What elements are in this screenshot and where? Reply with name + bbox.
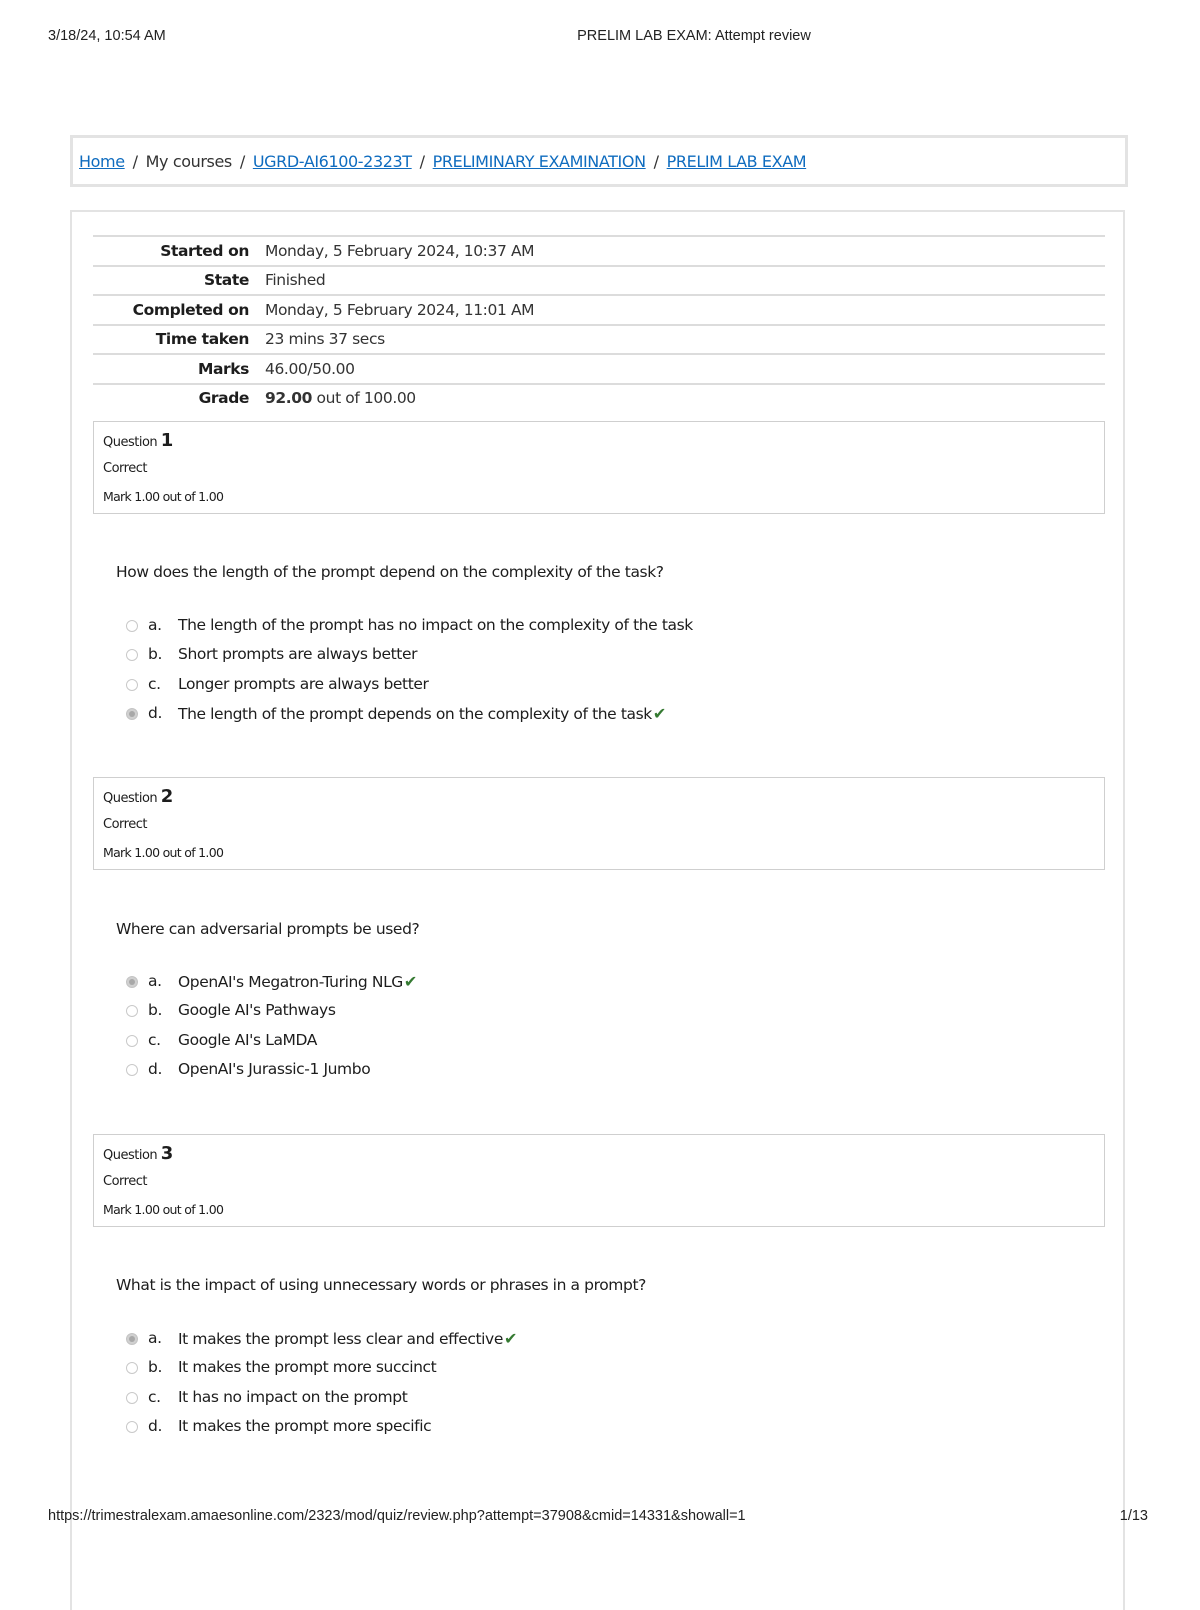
- question-label: Question: [103, 791, 158, 806]
- answer-list-1: [124, 616, 1024, 733]
- answer-text-wrap: [178, 704, 666, 723]
- radio-button-selected[interactable]: [126, 976, 138, 988]
- question-number: [103, 786, 173, 807]
- answer-letter: a.: [148, 972, 162, 990]
- summary-row: [93, 295, 1105, 325]
- check-icon: ✔: [403, 972, 417, 991]
- print-header: [0, 28, 1200, 48]
- question-grade: Mark 1.00 out of 1.00: [103, 489, 224, 504]
- answer-letter: d.: [148, 1059, 162, 1078]
- print-footer: [0, 1508, 1200, 1528]
- print-url: https://trimestralexam.amaesonline.com/2323/mod/quiz/review.php?attempt=37908&cmid=14331&showall=1: [48, 1508, 746, 1524]
- question-text-3: What is the impact of using unnecessary words or phrases in a prompt?: [116, 1276, 646, 1294]
- question-number-value: 3: [160, 1143, 173, 1164]
- breadcrumb-separator: /: [132, 152, 138, 171]
- question-info-2: [93, 777, 1105, 870]
- breadcrumb-separator: /: [653, 152, 659, 171]
- answer-option[interactable]: [124, 1031, 1024, 1060]
- answer-option[interactable]: [124, 704, 1024, 733]
- radio-button[interactable]: [126, 649, 138, 661]
- summary-value: Finished: [265, 271, 326, 290]
- breadcrumb: [79, 152, 806, 171]
- question-number: [103, 430, 173, 451]
- summary-row: [93, 384, 1105, 413]
- grade-out-of: out of 100.00: [312, 389, 416, 408]
- answer-letter: d.: [148, 1416, 162, 1435]
- answer-option[interactable]: [124, 1001, 1024, 1030]
- summary-label: Time taken: [155, 330, 249, 349]
- check-icon: ✔: [652, 703, 666, 723]
- question-text-2: Where can adversarial prompts be used?: [116, 920, 420, 938]
- summary-row: [93, 236, 1105, 266]
- radio-button-selected[interactable]: [126, 708, 138, 720]
- summary-label: State: [204, 271, 249, 290]
- question-state: Correct: [103, 1174, 147, 1189]
- print-title: PRELIM LAB EXAM: Attempt review: [577, 28, 811, 44]
- summary-value: Monday, 5 February 2024, 10:37 AM: [265, 241, 535, 260]
- print-datetime: 3/18/24, 10:54 AM: [48, 28, 166, 44]
- answer-letter: a.: [148, 616, 162, 634]
- question-label: Question: [103, 435, 158, 450]
- question-state: Correct: [103, 461, 147, 476]
- breadcrumb-bar: [70, 135, 1128, 187]
- answer-option[interactable]: [124, 1417, 1024, 1446]
- summary-label: Grade: [198, 389, 249, 408]
- answer-text: The length of the prompt depends on the complexity of the task: [178, 704, 652, 723]
- question-info-3: [93, 1134, 1105, 1227]
- breadcrumb-separator: /: [419, 152, 425, 171]
- breadcrumb-quiz-link[interactable]: PRELIM LAB EXAM: [666, 152, 807, 171]
- answer-option[interactable]: [124, 1329, 1024, 1358]
- summary-value: 46.00/50.00: [265, 359, 355, 378]
- breadcrumb-my-courses: My courses: [145, 152, 232, 171]
- answer-option[interactable]: [124, 1388, 1024, 1417]
- radio-button[interactable]: [126, 1035, 138, 1047]
- summary-row: [93, 266, 1105, 296]
- question-number: [103, 1143, 173, 1164]
- breadcrumb-home-link[interactable]: Home: [79, 152, 125, 171]
- radio-button[interactable]: [126, 1362, 138, 1374]
- question-label: Question: [103, 1148, 158, 1163]
- question-grade: Mark 1.00 out of 1.00: [103, 845, 224, 860]
- answer-option[interactable]: [124, 645, 1024, 674]
- summary-label: Marks: [197, 359, 249, 378]
- answer-letter: c.: [148, 674, 161, 693]
- answer-letter: d.: [148, 703, 162, 722]
- answer-text: OpenAI's Megatron-Turing NLG: [178, 973, 403, 991]
- radio-button[interactable]: [126, 1421, 138, 1433]
- answer-text-wrap: [178, 972, 417, 991]
- radio-button[interactable]: [126, 679, 138, 691]
- answer-letter: b.: [148, 1358, 162, 1377]
- answer-text: It has no impact on the prompt: [178, 1387, 408, 1406]
- print-page-number: 1/13: [1119, 1508, 1148, 1524]
- answer-text: The length of the prompt has no impact on the complexity of the task: [178, 616, 693, 634]
- question-number-value: 1: [160, 430, 173, 451]
- question-grade: Mark 1.00 out of 1.00: [103, 1202, 224, 1217]
- answer-option[interactable]: [124, 972, 1024, 1001]
- answer-text: Google AI's Pathways: [178, 1001, 336, 1020]
- summary-value: [265, 384, 1105, 413]
- answer-option[interactable]: [124, 1358, 1024, 1387]
- radio-button[interactable]: [126, 1392, 138, 1404]
- question-state: Correct: [103, 817, 147, 832]
- answer-text: It makes the prompt more specific: [178, 1416, 432, 1435]
- answer-list-2: [124, 972, 1024, 1089]
- breadcrumb-section-link[interactable]: PRELIMINARY EXAMINATION: [432, 152, 646, 171]
- question-number-value: 2: [160, 786, 173, 807]
- question-info-1: [93, 421, 1105, 514]
- answer-option[interactable]: [124, 675, 1024, 704]
- question-text-1: How does the length of the prompt depend on the complexity of the task?: [116, 563, 664, 581]
- answer-option[interactable]: [124, 616, 1024, 645]
- answer-text: Short prompts are always better: [178, 645, 418, 664]
- radio-button[interactable]: [126, 620, 138, 632]
- answer-text: Longer prompts are always better: [178, 674, 429, 693]
- radio-button[interactable]: [126, 1005, 138, 1017]
- summary-label: Completed on: [132, 300, 249, 319]
- answer-text: Google AI's LaMDA: [178, 1030, 317, 1049]
- breadcrumb-course-link[interactable]: UGRD-AI6100-2323T: [252, 152, 412, 171]
- answer-option[interactable]: [124, 1060, 1024, 1089]
- answer-text-wrap: [178, 1329, 517, 1348]
- attempt-summary-table: [93, 235, 1105, 412]
- answer-text: It makes the prompt less clear and effective: [178, 1330, 503, 1348]
- answer-letter: c.: [148, 1030, 161, 1049]
- radio-button[interactable]: [126, 1064, 138, 1076]
- answer-text: OpenAI's Jurassic-1 Jumbo: [178, 1059, 371, 1078]
- grade-value: 92.00: [265, 389, 313, 408]
- check-icon: ✔: [503, 1329, 517, 1348]
- breadcrumb-separator: /: [239, 152, 245, 171]
- answer-letter: c.: [148, 1387, 161, 1406]
- summary-value: Monday, 5 February 2024, 11:01 AM: [265, 300, 535, 319]
- answer-letter: a.: [148, 1329, 162, 1347]
- summary-row: [93, 325, 1105, 355]
- answer-letter: b.: [148, 1001, 162, 1020]
- answer-text: It makes the prompt more succinct: [178, 1358, 437, 1377]
- summary-row: [93, 354, 1105, 384]
- answer-letter: b.: [148, 645, 162, 664]
- radio-button-selected[interactable]: [126, 1333, 138, 1345]
- answer-list-3: [124, 1329, 1024, 1446]
- summary-label: Started on: [160, 241, 249, 260]
- summary-value: 23 mins 37 secs: [265, 330, 385, 349]
